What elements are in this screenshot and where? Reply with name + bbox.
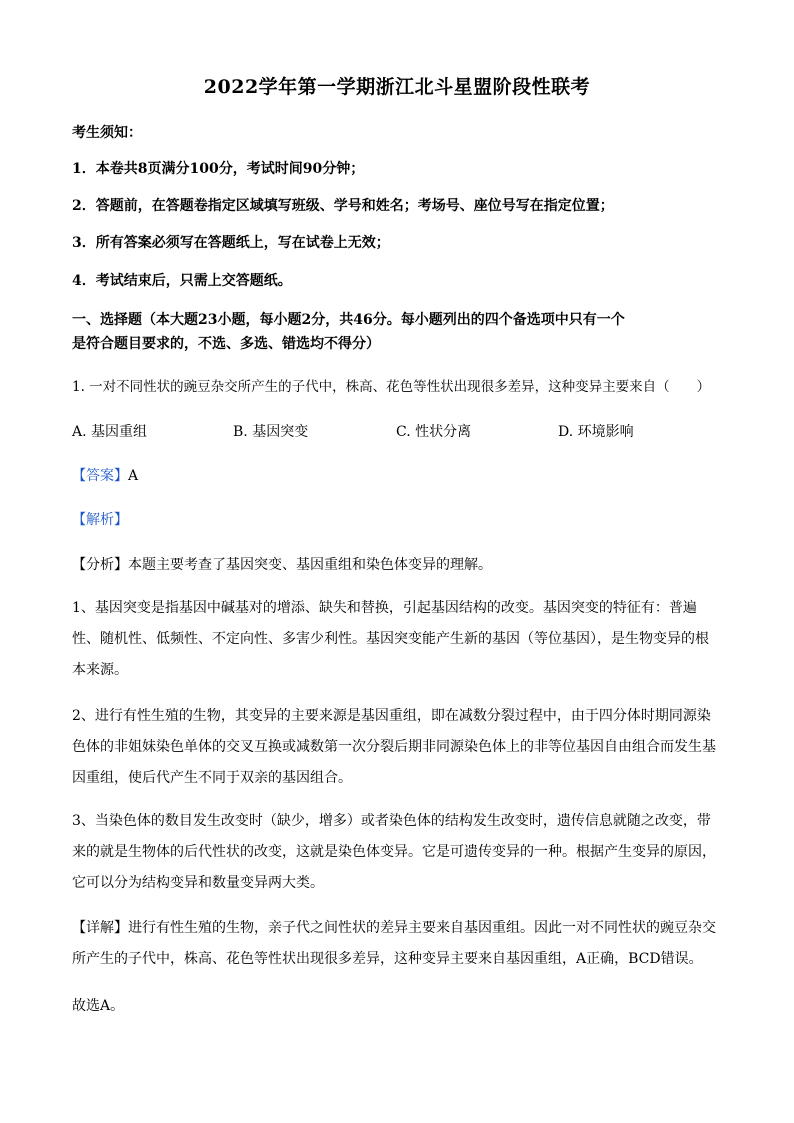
option-d: D. 环境影响 — [558, 424, 634, 440]
answer-line — [72, 465, 732, 485]
notice-item-4: 4．考试结束后，只需上交答题纸。 — [72, 273, 292, 289]
analysis-label: 【解析】 — [72, 512, 128, 528]
detail-label: 【详解】 — [72, 920, 128, 936]
section-heading-line-1: 一、选择题（本大题23小题，每小题2分，共46分。每小题列出的四个备选项中只有一个 — [72, 312, 625, 328]
section-heading-line-2: 是符合题目要求的，不选、多选、错选均不得分） — [72, 336, 380, 352]
notice-item-1: 1．本卷共8页满分100分，考试时间90分钟； — [72, 161, 365, 177]
detail-text: 进行有性生殖的生物，亲子代之间性状的差异主要来自基因重组。因此一对不同性状的豌豆杂交所产生的子代中，株高、花色等性状出现很多差异，这种变异主要来自基因重组，A正确，BCD错误。 — [72, 920, 716, 967]
conclusion: 故选A。 — [72, 998, 125, 1014]
question-stem: 1. 一对不同性状的豌豆杂交所产生的子代中，株高、花色等性状出现很多差异，这种变异主要来自（ ） — [72, 379, 711, 395]
fenxi-text: 本题主要考查了基因突变、基因重组和染色体变异的理解。 — [128, 557, 492, 573]
answer-label: 【答案】 — [72, 468, 128, 484]
option-c: C. 性状分离 — [396, 424, 472, 440]
option-a: A. 基因重组 — [72, 424, 148, 440]
analysis-point-1: 1、基因突变是指基因中碱基对的增添、缺失和替换，引起基因结构的改变。基因突变的特征有：普遍性、随机性、低频性、不定向性、多害少利性。基因突变能产生新的基因（等位基因），是生物变异的根本来源。 — [72, 600, 709, 678]
option-b: B. 基因突变 — [233, 424, 309, 440]
answer-value: A — [128, 468, 139, 484]
notice-item-3: 3．所有答案必须写在答题纸上，写在试卷上无效； — [72, 235, 390, 251]
detail-paragraph — [72, 913, 720, 975]
fenxi-label: 【分析】 — [72, 557, 128, 573]
analysis-point-2: 2、进行有性生殖的生物，其变异的主要来源是基因重组，即在减数分裂过程中，由于四分体时期同源染色体的非姐妹染色单体的交叉互换或减数第一次分裂后期非同源染色体上的非等位基因自由组合而发生基因重组，使后代产生不同于双亲的基因组合。 — [72, 708, 716, 786]
notice-item-2: 2．答题前，在答题卷指定区域填写班级、学号和姓名；考场号、座位号写在指定位置； — [72, 198, 614, 214]
fenxi-line — [72, 554, 732, 574]
analysis-point-3: 3、当染色体的数目发生改变时（缺少，增多）或者染色体的结构发生改变时，遗传信息就随之改变，带来的就是生物体的后代性状的改变，这就是染色体变异。它是可遗传变异的一种。根据产生变异的原因，它可以分为结构变异和数量变异两大类。 — [72, 813, 716, 891]
page-title: 2022学年第一学期浙江北斗星盟阶段性联考 — [203, 76, 591, 98]
notice-heading: 考生须知： — [72, 125, 142, 141]
